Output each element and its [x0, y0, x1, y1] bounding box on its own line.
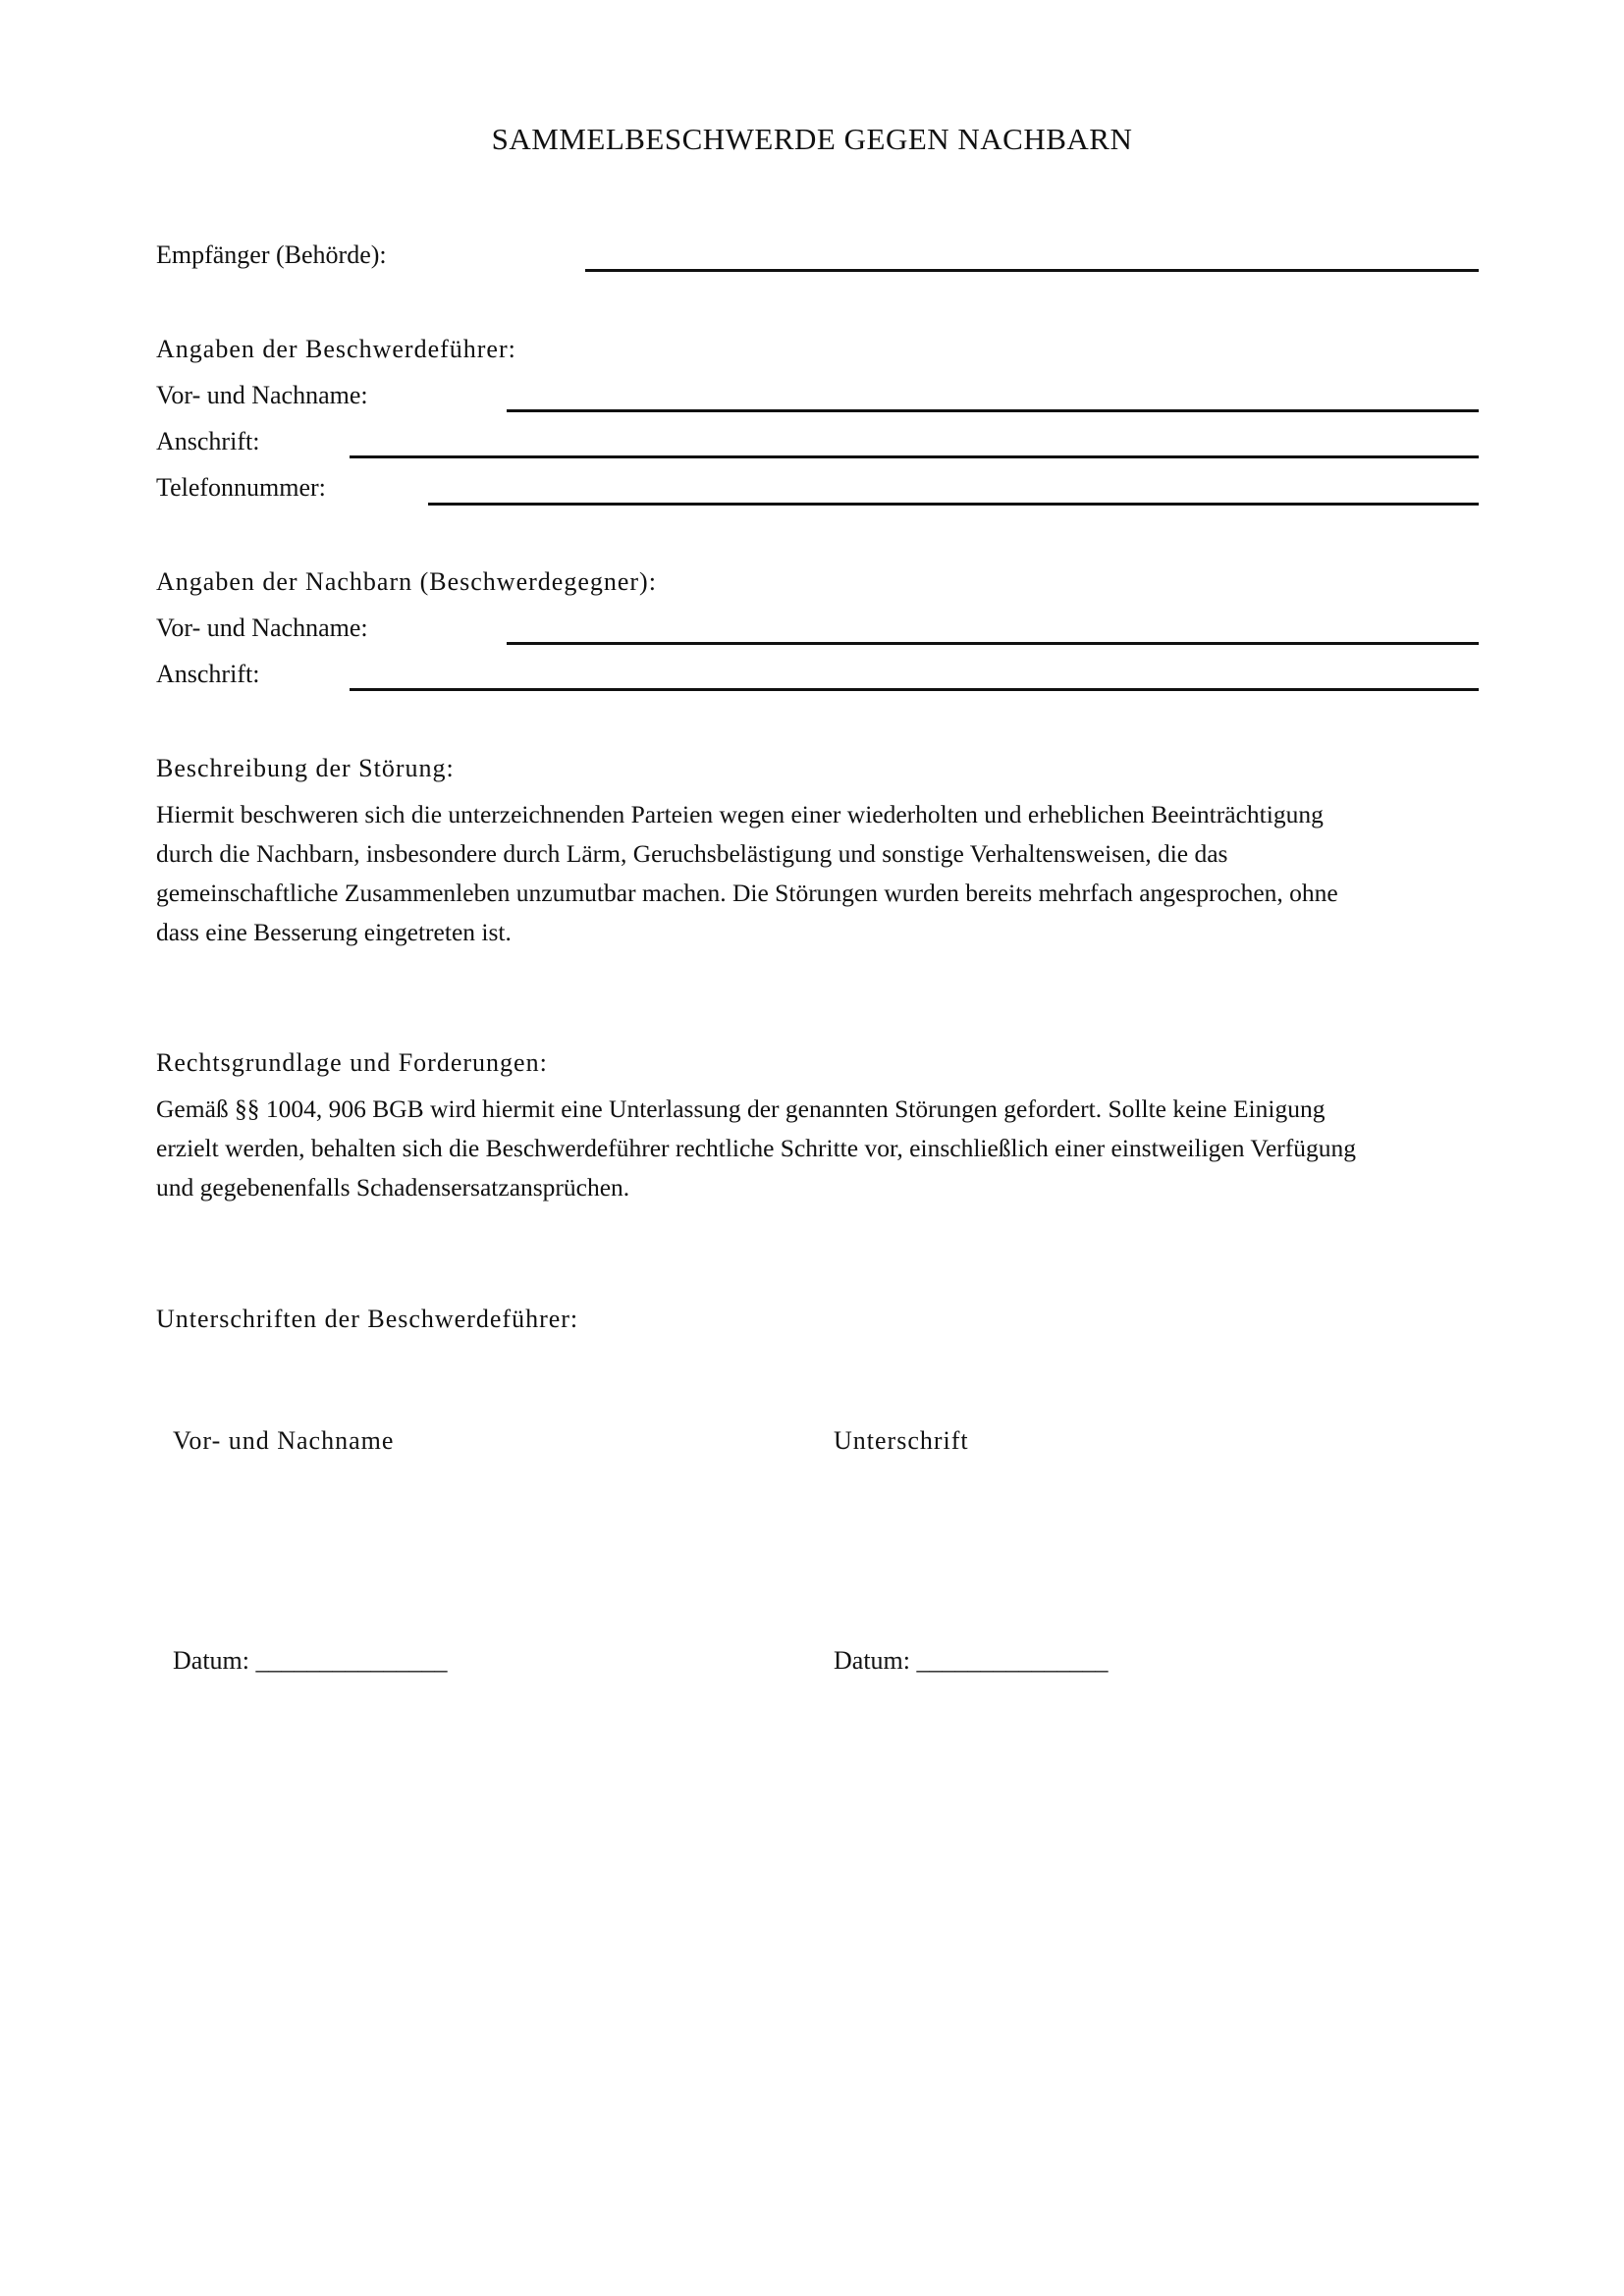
legal-text — [156, 1090, 1491, 1207]
date-left-field[interactable]: Datum: _______________ — [173, 1646, 448, 1675]
neighbor-name-field-line[interactable] — [507, 642, 1479, 645]
complainant-address-field-line[interactable] — [350, 455, 1479, 458]
disturbance-line: gemeinschaftliche Zusammenleben unzumutbar machen. Die Störungen wurden bereits mehrfach angesprochen, ohne — [156, 879, 1338, 907]
neighbor-address-field-line[interactable] — [350, 688, 1479, 691]
legal-heading: Rechtsgrundlage und Forderungen: — [156, 1048, 548, 1077]
complainant-phone-field-line[interactable] — [428, 503, 1479, 506]
disturbance-line: Hiermit beschweren sich die unterzeichnenden Parteien wegen einer wiederholten und erheblichen Beeinträchtigung — [156, 800, 1324, 828]
complainant-name-field-line[interactable] — [507, 409, 1479, 412]
signatures-heading: Unterschriften der Beschwerdeführer: — [156, 1305, 579, 1333]
signature-column-name: Vor- und Nachname — [173, 1426, 395, 1455]
legal-line: und gegebenenfalls Schadensersatzansprüchen. — [156, 1173, 630, 1201]
date-right-field[interactable]: Datum: _______________ — [834, 1646, 1109, 1675]
neighbor-address-label: Anschrift: — [156, 660, 260, 688]
legal-line: Gemäß §§ 1004, 906 BGB wird hiermit eine Unterlassung der genannten Störungen gefordert. Sollte keine Einigung — [156, 1095, 1326, 1123]
signature-column-signature: Unterschrift — [834, 1426, 969, 1455]
complainant-address-label: Anschrift: — [156, 427, 260, 455]
disturbance-text — [156, 795, 1491, 952]
complainants-heading: Angaben der Beschwerdeführer: — [156, 335, 516, 363]
recipient-label: Empfänger (Behörde): — [156, 240, 387, 269]
document-title: SAMMELBESCHWERDE GEGEN NACHBARN — [491, 122, 1133, 156]
neighbor-name-label: Vor- und Nachname: — [156, 614, 368, 642]
neighbors-heading: Angaben der Nachbarn (Beschwerdegegner): — [156, 567, 657, 596]
disturbance-heading: Beschreibung der Störung: — [156, 754, 455, 782]
legal-line: erzielt werden, behalten sich die Beschwerdeführer rechtliche Schritte vor, einschließlich einer einstweiligen Verfügung — [156, 1134, 1357, 1162]
disturbance-line: dass eine Besserung eingetreten ist. — [156, 918, 512, 946]
complainant-phone-label: Telefonnummer: — [156, 473, 326, 502]
complainant-name-label: Vor- und Nachname: — [156, 381, 368, 409]
recipient-field-line[interactable] — [585, 269, 1479, 272]
disturbance-line: durch die Nachbarn, insbesondere durch Lärm, Geruchsbelästigung und sonstige Verhaltensweisen, die das — [156, 839, 1228, 868]
